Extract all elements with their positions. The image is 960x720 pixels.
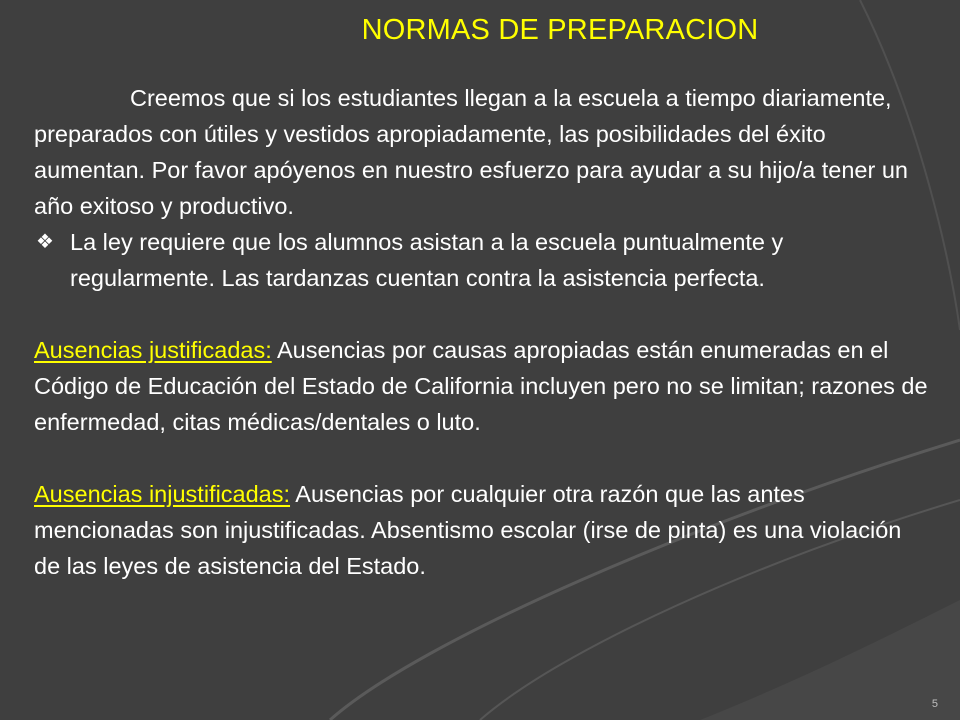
- unjustified-absences-label: Ausencias injustificadas:: [34, 481, 291, 507]
- page-number: 5: [931, 698, 938, 710]
- intro-paragraph: Creemos que si los estudiantes llegan a la escuela a tiempo diariamente, preparados con útiles y vestidos apropiadamente, las posibilidades del éxito aumentan. Por favor apóyenos en nuestro esfuerzo para ayudar a su hijo/a tener un año exitoso y productivo.: [34, 85, 908, 219]
- unjustified-absences-paragraph: [34, 476, 934, 584]
- spacer: [34, 440, 934, 476]
- diamond-bullet-icon: ❖: [36, 231, 54, 253]
- slide-body: [34, 80, 934, 584]
- justified-absences-paragraph: [34, 332, 934, 440]
- unjustified-absences-text: Ausencias por cualquier otra razón que las antes mencionadas son injustificadas. Absentismo escolar (irse de pinta) es una violación de las leyes de asistencia del Estado.: [34, 481, 902, 579]
- slide-title: NORMAS DE PREPARACION: [361, 14, 759, 46]
- justified-absences-text: Ausencias por causas apropiadas están enumeradas en el Código de Educación del Estado de California incluyen pero no se limitan; razones de enfermedad, citas médicas/dentales o luto.: [34, 337, 928, 435]
- justified-absences-label: Ausencias justificadas:: [34, 337, 272, 363]
- spacer: [34, 296, 934, 332]
- bullet-text: La ley requiere que los alumnos asistan a la escuela puntualmente y regularmente. Las tardanzas cuentan contra la asistencia perfecta.: [70, 229, 784, 291]
- bullet-item: [34, 224, 934, 296]
